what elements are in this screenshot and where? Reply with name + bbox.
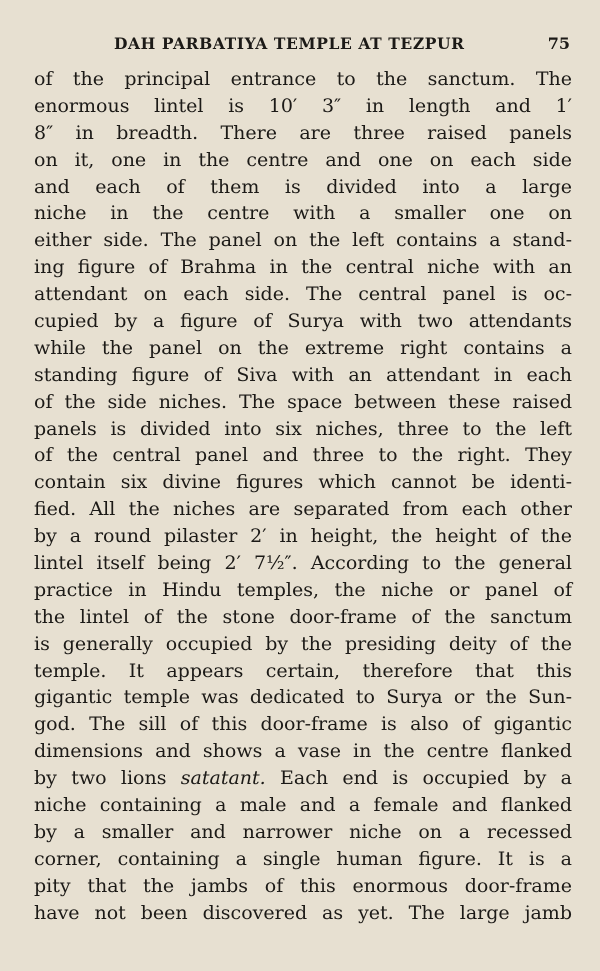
- text-line: fied. All the niches are separated from each other: [34, 498, 572, 521]
- text-line: of the principal entrance to the sanctum. The: [34, 68, 572, 90]
- text-line: 8″ in breadth. There are three raised panels: [34, 121, 572, 144]
- text-line: temple. It appears certain, therefore that this: [34, 659, 572, 682]
- italic-term: satatant.: [180, 767, 266, 790]
- text-line: enormous lintel is 10′ 3″ in length and 1′: [34, 94, 572, 117]
- text-line: either side. The panel on the left contains a stand-: [34, 229, 572, 252]
- text-line: standing figure of Siva with an attendant in each: [34, 363, 572, 386]
- text-line: gigantic temple was dedicated to Surya or the Sun-: [34, 686, 572, 709]
- text-line: by a smaller and narrower niche on a recessed: [34, 820, 572, 843]
- text-line: ing figure of Brahma in the central niche with an: [34, 256, 572, 279]
- text-line: contain six divine figures which cannot be identi-: [34, 471, 572, 494]
- text-line: attendant on each side. The central panel is oc-: [34, 283, 572, 306]
- text-line: cupied by a figure of Surya with two attendants: [34, 310, 572, 333]
- page-number: 75: [547, 34, 570, 53]
- text-line: on it, one in the centre and one on each side: [34, 148, 572, 171]
- text-segment: by two lions: [34, 767, 181, 790]
- text-line: is generally occupied by the presiding deity of the: [34, 632, 572, 655]
- body-text: [34, 66, 572, 927]
- text-line: dimensions and shows a vase in the centre flanked: [34, 740, 572, 763]
- text-line: have not been discovered as yet. The large jamb: [34, 901, 572, 924]
- page-header: [34, 34, 572, 60]
- text-line: panels is divided into six niches, three to the left: [34, 417, 572, 440]
- text-line: of the central panel and three to the right. They: [34, 444, 572, 467]
- text-line: god. The sill of this door-frame is also of gigantic: [34, 713, 572, 736]
- text-line: niche in the centre with a smaller one on: [34, 202, 572, 225]
- running-head: DAH PARBATIYA TEMPLE AT TEZPUR: [114, 34, 465, 53]
- text-segment: Each end is occupied by a: [265, 767, 572, 790]
- text-line: corner, containing a single human figure. It is a: [34, 847, 572, 870]
- text-line: by a round pilaster 2′ in height, the height of the: [34, 525, 572, 548]
- text-line: the lintel of the stone door-frame of the sanctum: [34, 605, 572, 628]
- text-line: practice in Hindu temples, the niche or panel of: [34, 578, 572, 601]
- text-line-with-italic: [34, 765, 572, 792]
- text-line: of the side niches. The space between these raised: [34, 390, 572, 413]
- text-line: while the panel on the extreme right contains a: [34, 336, 572, 359]
- text-line: niche containing a male and a female and flanked: [34, 794, 572, 817]
- text-line: lintel itself being 2′ 7½″. According to the general: [34, 552, 572, 575]
- text-line: and each of them is divided into a large: [34, 175, 572, 198]
- text-line: pity that the jambs of this enormous door-frame: [34, 874, 572, 897]
